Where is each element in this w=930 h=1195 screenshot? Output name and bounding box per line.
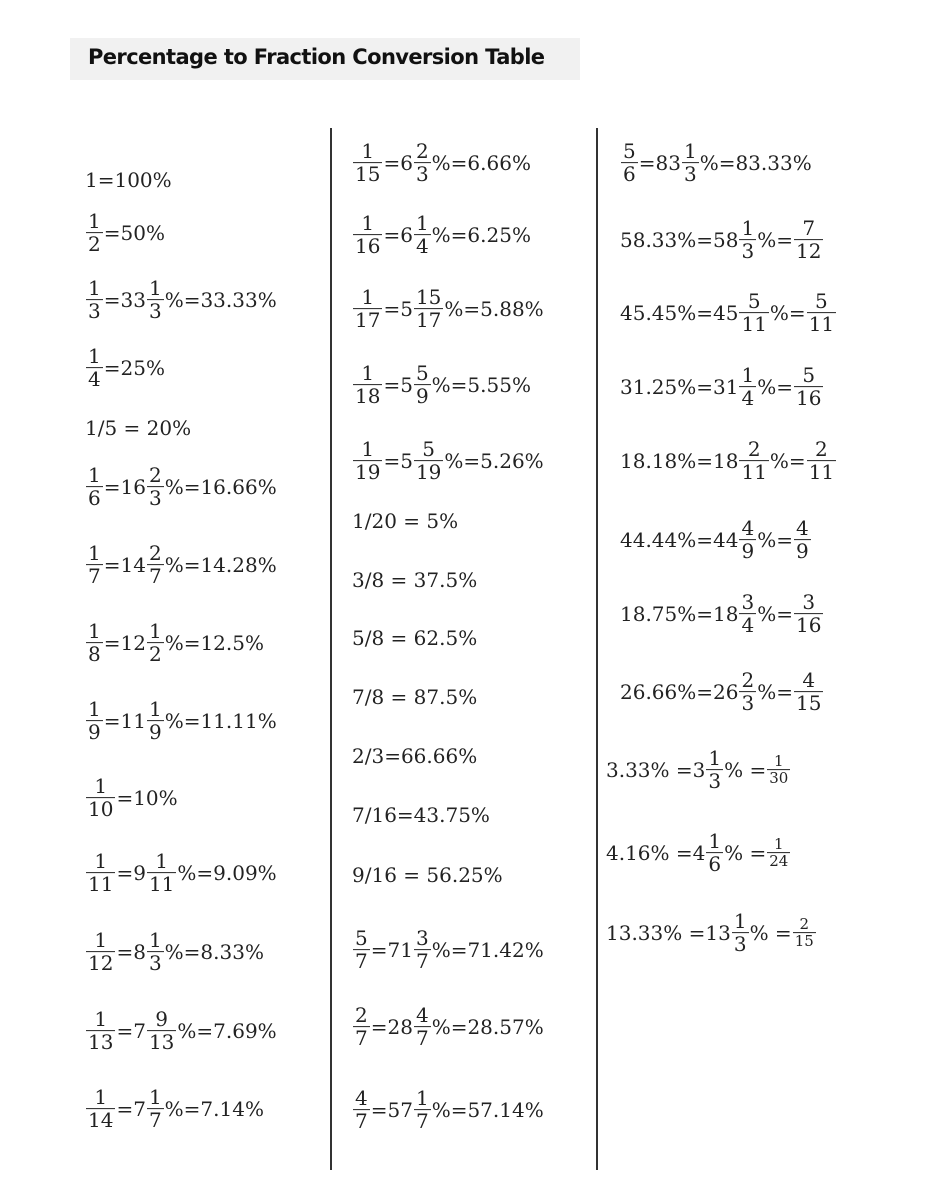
fraction <box>86 210 103 256</box>
fraction <box>739 669 756 715</box>
entry-text: =16 <box>103 475 146 499</box>
fraction-denominator: 7 <box>355 1026 368 1051</box>
entry-text: 26.66%=26 <box>620 680 739 704</box>
conversion-entry <box>620 669 824 715</box>
fraction <box>682 140 699 186</box>
fraction <box>353 362 382 408</box>
fraction <box>739 591 756 637</box>
fraction-denominator: 3 <box>733 932 747 957</box>
fraction <box>86 620 103 666</box>
entry-text: %= <box>757 680 793 704</box>
fraction <box>794 217 823 263</box>
conversion-entry <box>352 511 458 531</box>
entry-text: %=83.33% <box>699 151 812 175</box>
conversion-entry <box>85 698 277 744</box>
fraction-denominator: 13 <box>148 1030 175 1055</box>
fraction-numerator: 1 <box>94 774 108 799</box>
fraction-numerator: 5 <box>815 289 828 314</box>
fraction-denominator: 14 <box>88 1108 114 1133</box>
conversion-entry <box>352 438 544 484</box>
entry-text: %=71.42% <box>431 938 544 962</box>
conversion-entry <box>85 464 277 510</box>
fraction <box>414 140 431 186</box>
entry-text: 18.75%=18 <box>620 602 739 626</box>
conversion-entry <box>620 517 812 563</box>
fraction <box>147 277 164 323</box>
fraction <box>414 438 443 484</box>
fraction-numerator: 2 <box>747 437 761 462</box>
page-title: Percentage to Fraction Conversion Table <box>88 45 545 69</box>
conversion-entry <box>620 290 837 336</box>
fraction-denominator: 2 <box>88 232 101 257</box>
fraction-numerator: 3 <box>415 926 429 951</box>
conversion-entry <box>85 1086 264 1132</box>
fraction <box>147 464 164 510</box>
fraction <box>732 910 749 956</box>
entry-text: %= <box>757 375 793 399</box>
fraction-denominator: 3 <box>708 769 722 794</box>
entry-text: =83 <box>638 151 681 175</box>
fraction-numerator: 1 <box>733 909 747 934</box>
fraction-denominator: 16 <box>795 613 822 638</box>
entry-text: %= <box>757 602 793 626</box>
fraction <box>706 747 723 793</box>
fraction <box>353 286 382 332</box>
entry-text: 1=100% <box>85 168 172 192</box>
entry-text: =11 <box>103 709 146 733</box>
fraction <box>706 830 723 876</box>
entry-text: %=14.28% <box>164 553 277 577</box>
fraction-numerator: 1 <box>415 211 429 236</box>
fraction-numerator: 1 <box>155 849 169 874</box>
fraction-numerator: 1 <box>708 829 722 854</box>
entry-text: =33 <box>103 288 146 312</box>
entry-text: =10% <box>116 786 178 810</box>
entry-text: %= <box>757 228 793 252</box>
fraction-numerator: 4 <box>741 516 755 541</box>
conversion-entry <box>606 910 817 956</box>
conversion-entry <box>352 628 477 648</box>
fraction <box>739 290 768 336</box>
conversion-entry <box>352 927 544 973</box>
fraction-denominator: 30 <box>769 769 789 788</box>
fraction <box>414 1087 431 1133</box>
fraction-denominator: 11 <box>808 460 835 485</box>
fraction-denominator: 17 <box>355 308 381 333</box>
fraction-denominator: 9 <box>415 384 429 409</box>
fraction <box>86 698 103 744</box>
entry-text: 1/5 = 20% <box>85 416 192 440</box>
entry-text: %=5.55% <box>431 373 531 397</box>
fraction <box>147 850 176 896</box>
fraction-numerator: 1 <box>774 834 784 853</box>
entry-text: =6 <box>383 151 413 175</box>
fraction-denominator: 12 <box>88 951 114 976</box>
fraction-denominator: 9 <box>741 539 755 564</box>
fraction-numerator: 1 <box>361 437 375 462</box>
fraction-denominator: 3 <box>683 162 697 187</box>
fraction <box>794 591 823 637</box>
fraction-numerator: 1 <box>88 619 101 644</box>
entry-text: %=6.66% <box>431 151 531 175</box>
fraction-denominator: 6 <box>88 486 101 511</box>
fraction-numerator: 1 <box>741 216 755 241</box>
fraction-numerator: 4 <box>795 516 809 541</box>
entry-text: =7 <box>116 1097 146 1121</box>
conversion-entry <box>85 775 178 821</box>
fraction-numerator: 2 <box>415 139 429 164</box>
entry-text: 44.44%=44 <box>620 528 739 552</box>
fraction <box>86 850 115 896</box>
conversion-entry <box>620 591 824 637</box>
conversion-entry <box>85 620 264 666</box>
fraction-denominator: 3 <box>148 486 162 511</box>
conversion-entry <box>620 140 812 186</box>
entry-text: 7/16=43.75% <box>352 803 490 827</box>
fraction-denominator: 2 <box>148 642 162 667</box>
fraction-denominator: 4 <box>741 386 755 411</box>
entry-text: %=7.69% <box>177 1019 277 1043</box>
fraction-numerator: 1 <box>361 361 375 386</box>
fraction <box>86 345 103 391</box>
entry-text: %=12.5% <box>164 631 264 655</box>
fraction-numerator: 1 <box>94 849 108 874</box>
fraction <box>767 753 790 788</box>
fraction <box>86 542 103 588</box>
entry-text: 3/8 = 37.5% <box>352 568 478 592</box>
entry-text: =25% <box>103 356 165 380</box>
fraction-numerator: 3 <box>802 590 816 615</box>
fraction-numerator: 2 <box>148 541 162 566</box>
conversion-entry <box>85 345 165 391</box>
entry-text: %=5.88% <box>444 297 544 321</box>
fraction <box>147 698 164 744</box>
entry-text: =28 <box>370 1015 413 1039</box>
entry-text: =50% <box>103 221 165 245</box>
entry-text: %=6.25% <box>431 223 531 247</box>
fraction-denominator: 12 <box>795 239 822 264</box>
entry-text: 9/16 = 56.25% <box>352 863 503 887</box>
fraction-denominator: 13 <box>88 1030 114 1055</box>
fraction-numerator: 5 <box>415 361 429 386</box>
entry-text: =5 <box>383 373 413 397</box>
fraction-numerator: 1 <box>88 541 101 566</box>
fraction-denominator: 19 <box>415 460 442 485</box>
fraction-denominator: 9 <box>795 539 809 564</box>
fraction-denominator: 19 <box>355 460 381 485</box>
fraction-numerator: 1 <box>148 1085 162 1110</box>
conversion-entry <box>85 418 191 438</box>
entry-text: 3.33% =3 <box>606 758 706 782</box>
fraction-numerator: 15 <box>415 285 442 310</box>
entry-text: =9 <box>116 861 146 885</box>
conversion-entry <box>352 687 477 707</box>
fraction-denominator: 7 <box>415 949 429 974</box>
entry-text: %= <box>769 301 806 325</box>
entry-text: =71 <box>370 938 413 962</box>
entry-text: 31.25%=31 <box>620 375 739 399</box>
fraction-numerator: 1 <box>361 285 375 310</box>
entry-text: 45.45%=45 <box>620 301 739 325</box>
fraction <box>147 1086 164 1132</box>
fraction-numerator: 1 <box>148 697 162 722</box>
fraction <box>353 927 370 973</box>
fraction-denominator: 4 <box>88 367 101 392</box>
conversion-entry <box>352 362 531 408</box>
fraction-denominator: 3 <box>741 691 755 716</box>
fraction <box>794 669 823 715</box>
fraction-denominator: 7 <box>148 564 162 589</box>
fraction-denominator: 24 <box>769 852 789 871</box>
fraction-numerator: 5 <box>422 437 436 462</box>
conversion-entry <box>620 217 824 263</box>
conversion-entry <box>85 542 277 588</box>
fraction-denominator: 3 <box>148 299 162 324</box>
fraction-denominator: 18 <box>355 384 381 409</box>
fraction-denominator: 7 <box>148 1108 162 1133</box>
entry-text: =12 <box>103 631 146 655</box>
fraction-numerator: 2 <box>355 1003 368 1028</box>
fraction-numerator: 5 <box>355 926 368 951</box>
fraction-denominator: 10 <box>88 797 114 822</box>
fraction-denominator: 3 <box>741 239 755 264</box>
fraction <box>353 1004 370 1050</box>
entry-text: =7 <box>116 1019 146 1043</box>
conversion-entry <box>352 805 490 825</box>
fraction-denominator: 16 <box>795 386 822 411</box>
fraction <box>793 916 816 951</box>
fraction-denominator: 3 <box>148 951 162 976</box>
fraction <box>86 775 115 821</box>
fraction-denominator: 17 <box>415 308 442 333</box>
entry-text: 2/3=66.66% <box>352 744 478 768</box>
entry-text: =57 <box>370 1098 413 1122</box>
fraction-denominator: 15 <box>794 932 814 951</box>
conversion-entry <box>352 1004 544 1050</box>
conversion-entry <box>85 277 277 323</box>
entry-text: %=16.66% <box>164 475 277 499</box>
entry-text: %=28.57% <box>431 1015 544 1039</box>
fraction <box>86 277 103 323</box>
fraction <box>353 140 382 186</box>
fraction <box>414 362 431 408</box>
fraction-denominator: 15 <box>795 691 822 716</box>
entry-text: %= <box>757 528 793 552</box>
fraction <box>414 927 431 973</box>
fraction <box>147 1008 176 1054</box>
fraction <box>414 1004 431 1050</box>
fraction-numerator: 2 <box>815 437 828 462</box>
fraction-numerator: 1 <box>774 751 784 770</box>
column-divider-left <box>330 128 332 1170</box>
fraction <box>767 836 790 871</box>
fraction-numerator: 1 <box>88 463 101 488</box>
fraction-numerator: 1 <box>361 139 375 164</box>
fraction-denominator: 4 <box>415 234 429 259</box>
fraction <box>794 517 811 563</box>
fraction-numerator: 1 <box>88 344 101 369</box>
entry-text: =5 <box>383 449 413 473</box>
fraction-denominator: 11 <box>741 460 767 485</box>
entry-text: 1/20 = 5% <box>352 509 459 533</box>
entry-text: %=8.33% <box>164 940 264 964</box>
fraction-numerator: 1 <box>148 928 162 953</box>
fraction-numerator: 1 <box>148 276 162 301</box>
fraction-numerator: 1 <box>708 746 722 771</box>
fraction-denominator: 7 <box>88 564 101 589</box>
conversion-entry <box>606 747 791 793</box>
fraction-denominator: 11 <box>741 312 767 337</box>
entry-text: 4.16% =4 <box>606 841 706 865</box>
entry-text: 5/8 = 62.5% <box>352 626 478 650</box>
conversion-entry <box>352 865 503 885</box>
fraction-denominator: 6 <box>708 852 722 877</box>
entry-text: %=11.11% <box>164 709 277 733</box>
fraction <box>86 929 115 975</box>
entry-text: %=7.14% <box>164 1097 264 1121</box>
fraction-numerator: 1 <box>94 1007 108 1032</box>
fraction-denominator: 7 <box>415 1026 429 1051</box>
fraction <box>621 140 638 186</box>
conversion-entry <box>85 210 165 256</box>
fraction <box>353 438 382 484</box>
conversion-entry <box>352 140 531 186</box>
fraction-denominator: 6 <box>623 162 636 187</box>
fraction-denominator: 8 <box>88 642 101 667</box>
entry-text: =5 <box>383 297 413 321</box>
fraction-numerator: 3 <box>741 590 755 615</box>
entry-text: %= <box>769 449 806 473</box>
entry-text: %=9.09% <box>177 861 277 885</box>
fraction <box>147 929 164 975</box>
conversion-entry <box>85 929 264 975</box>
fraction-numerator: 1 <box>94 1085 108 1110</box>
fraction-denominator: 9 <box>88 720 101 745</box>
fraction <box>353 212 382 258</box>
title-bar <box>70 38 580 80</box>
fraction <box>147 620 164 666</box>
fraction <box>807 290 836 336</box>
fraction-numerator: 9 <box>155 1007 169 1032</box>
fraction-denominator: 4 <box>741 613 755 638</box>
fraction-denominator: 7 <box>355 949 368 974</box>
entry-text: % = <box>724 758 767 782</box>
conversion-entry <box>352 570 477 590</box>
fraction-numerator: 1 <box>88 276 101 301</box>
fraction-numerator: 4 <box>355 1086 368 1111</box>
fraction-denominator: 11 <box>148 872 175 897</box>
entry-text: %=57.14% <box>431 1098 544 1122</box>
fraction-denominator: 3 <box>415 162 429 187</box>
fraction-numerator: 1 <box>741 363 755 388</box>
fraction-denominator: 11 <box>88 872 114 897</box>
entry-text: % = <box>749 921 792 945</box>
fraction <box>807 438 836 484</box>
entry-text: =8 <box>116 940 146 964</box>
entry-text: %=33.33% <box>164 288 277 312</box>
fraction-numerator: 1 <box>94 928 108 953</box>
fraction-denominator: 11 <box>808 312 835 337</box>
conversion-entry <box>85 850 277 896</box>
fraction <box>414 286 443 332</box>
fraction-numerator: 2 <box>741 668 755 693</box>
entry-text: 58.33%=58 <box>620 228 739 252</box>
fraction-numerator: 5 <box>747 289 761 314</box>
fraction-numerator: 1 <box>88 697 101 722</box>
fraction <box>739 517 756 563</box>
column-divider-right <box>596 128 598 1170</box>
fraction-denominator: 15 <box>355 162 381 187</box>
fraction-numerator: 4 <box>802 668 816 693</box>
fraction <box>739 438 768 484</box>
fraction-denominator: 7 <box>355 1109 368 1134</box>
fraction-denominator: 3 <box>88 299 101 324</box>
entry-text: =14 <box>103 553 146 577</box>
fraction-numerator: 5 <box>623 139 636 164</box>
fraction <box>86 464 103 510</box>
entry-text: =6 <box>383 223 413 247</box>
fraction-denominator: 16 <box>355 234 381 259</box>
conversion-entry <box>352 1087 544 1133</box>
fraction <box>739 364 756 410</box>
entry-text: % = <box>724 841 767 865</box>
fraction-numerator: 1 <box>148 619 162 644</box>
fraction-numerator: 1 <box>683 139 697 164</box>
fraction-numerator: 2 <box>148 463 162 488</box>
fraction <box>739 217 756 263</box>
fraction <box>147 542 164 588</box>
fraction-numerator: 5 <box>802 363 816 388</box>
conversion-entry <box>85 170 172 190</box>
entry-text: 18.18%=18 <box>620 449 739 473</box>
conversion-entry <box>352 746 477 766</box>
fraction <box>86 1086 115 1132</box>
fraction-numerator: 1 <box>361 211 375 236</box>
conversion-entry <box>620 438 837 484</box>
fraction-numerator: 4 <box>415 1003 429 1028</box>
fraction <box>86 1008 115 1054</box>
entry-text: %=5.26% <box>444 449 544 473</box>
conversion-entry <box>85 1008 277 1054</box>
entry-text: 7/8 = 87.5% <box>352 685 478 709</box>
fraction-numerator: 1 <box>88 209 101 234</box>
fraction <box>353 1087 370 1133</box>
conversion-entry <box>606 830 791 876</box>
fraction <box>414 212 431 258</box>
conversion-entry <box>352 286 544 332</box>
fraction <box>794 364 823 410</box>
fraction-numerator: 2 <box>799 914 809 933</box>
fraction-denominator: 9 <box>148 720 162 745</box>
fraction-numerator: 7 <box>802 216 816 241</box>
fraction-numerator: 1 <box>415 1086 429 1111</box>
entry-text: 13.33% =13 <box>606 921 731 945</box>
conversion-entry <box>620 364 824 410</box>
fraction-denominator: 7 <box>415 1109 429 1134</box>
conversion-entry <box>352 212 531 258</box>
